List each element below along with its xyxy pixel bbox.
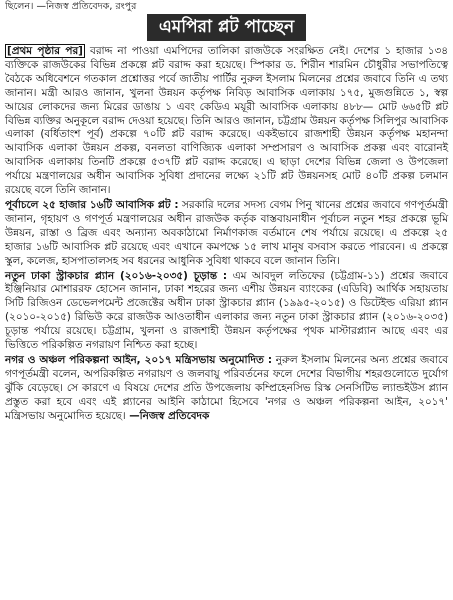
paragraph-text: এম আবদুল লতিফের (চট্টগ্রাম-১১) প্রশ্নের জবাবে ইঞ্জিনিয়ার মোশাররফ হোসেন জানান, ঢাকা শহরের জন্য এশীয় উন্নয়ন ব্যাংকের (এডিবি) আর্থিক সহায়তায় সিটি রিজিওন ডেভেলপমেন্ট প্রজেক্টের অধীন ঢাকা স্ট্রাকচার প্ল্যান (১৯৯৫-২০১৫) ও ডিটেইল্ড এরিয়া প্ল্যান (২০১০-২০১৫) রিভিউ করে রাজউক আওতাধীন এলাকার জন্য নতুন ঢাকা স্ট্রাকচার প্ল্যান (২০১৬-২০৩৫) চূড়ান্ত পর্যায়ে রয়েছে। চট্টগ্রাম, খুলনা ও রাজশাহী উন্নয়ন কর্তৃপক্ষের পৃথক মাস্টারপ্ল্যান আছে এবং এর ভিত্তিতে পরিকল্পিত নগরায়ণ নিশ্চিত করা হচ্ছে। [5,269,448,352]
paragraph-text: সরকারি দলের সদস্য বেগম পিনু খানের প্রশ্নের জবাবে গণপূর্তমন্ত্রী জানান, গৃহায়ণ ও গণপূর্ত মন্ত্রণালয়ের অধীন রাজউক কর্তৃক বাস্তবায়নাধীন পূর্বাচল নতুন শহর প্রকল্পে ভূমি উন্নয়ন, রাস্তা ও ব্রিজ এবং অন্যান্য অবকাঠামো নির্মাণকাজ বর্তমানে শেষ পর্যায়ে রয়েছে। এ প্রকল্পে ২৫ হাজার ১৬টি আবাসিক প্লট রয়েছে এবং এখানে কমপক্ষে ১৫ লাখ মানুষ বসবাস করতে পারবেন। এ প্রকল্পে স্কুল, কলেজ, হাসপাতালসহ সব ধরনের আধুনিক সুবিধা থাকবে বলে জানান তিনি। [5,198,449,267]
subheading: নগর ও অঞ্চল পরিকল্পনা আইন, ২০১৭ মন্ত্রিসভায় অনুমোদিত : [5,353,272,366]
article-paragraph [5,270,448,353]
byline: —নিজস্ব প্রতিবেদক [125,409,210,422]
paragraph-text: বরাদ্দ না পাওয়া এমপিদের তালিকা রাজউকে সংরক্ষিত নেই। দেশের ১ হাজার ১৩৪ ব্যক্তিকে রাজউকের বিভিন্ন প্রকল্পে প্লট বরাদ্দ করা হয়েছে। স্পিকার ড. শিরীন শারমিন চৌধুরীর সভাপতিত্বে বৈঠকে অধিবেশনে গতকাল প্রশ্নোত্তর পর্বে জাতীয় পার্টির নুরুল ইসলাম মিলনের প্রশ্নের জবাবে তিনি এ তথ্য জানান। মন্ত্রী আরও জানান, খুলনা উন্নয়ন কর্তৃপক্ষ নিবিড় আবাসিক এলাকায় ১৭৫, মুজগুন্নিতে ১, স্বল্প আয়ের লোকদের জন্য মিরের ডাঙায় ১ এবং কেডিএ ময়ূরী আবাসিক এলাকায় ৪৮৮— মোট ৬৬৫টি প্লট বিভিন্ন ব্যক্তির অনুকূলে বরাদ্দ দেওয়া হয়েছে। তিনি আরও জানান, চট্টগ্রাম উন্নয়ন কর্তৃপক্ষ সিলিপুর আবাসিক এলাকা (বর্ধিতাংশ পূর্ব) প্রকল্পে ৭০টি প্লট বরাদ্দ করেছে। একইভাবে রাজশাহী উন্নয়ন কর্তৃপক্ষ মহানন্দা আবাসিক এলাকা উন্নয়ন প্রকল্প, বনলতা বাণিজ্যিক এলাকা সম্প্রসারণ ও আবাসিক প্রকল্প এবং বারোনই আবাসিক এলাকায় তিনটি প্রকল্পে ৫৩৭টি প্লট বরাদ্দ করেছে। এ ছাড়া দেশের বিভিন্ন জেলা ও উপজেলা পর্যায়ে মন্ত্রণালয়ের অধীন আবাসিক সুবিধা প্রদানের লক্ষ্যে ২১টি প্লট উন্নয়নসহ মোট ৪০টি প্রকল্প চলমান রয়েছে বলে তিনি জানান। [5,45,448,197]
headline-box [5,14,448,43]
continuation-tag: [প্রথম পৃষ্ঠার পর] [7,45,83,57]
headline: এমপিরা প্লট পাচ্ছেন [147,14,306,41]
paragraph-text: নুরুল ইসলাম মিলনের অন্য প্রশ্নের জবাবে গণপূর্তমন্ত্রী বলেন, অপরিকল্পিত নগরায়ণ ও জলবায়ু পরিবর্তনের ফলে দেশের বিভাগীয় শহরগুলোতে দুর্যোগ ঝুঁকি বেড়েছে। সে কারণে এ বিষয়ে দেশের প্রতি উপজেলায় কম্প্রিহেনসিভ রিস্ক সেনসিটিভ ল্যান্ডইউস প্ল্যান প্রস্তুত করা হবে এবং এই প্ল্যানের আইনি কাঠামো হিসেবে 'নগর ও অঞ্চল পরিকল্পনা আইন, ২০১৭' মন্ত্রিসভায় অনুমোদিত হয়েছে। [5,353,448,422]
previous-article-tail: ছিলেন। —নিজস্ব প্রতিবেদক, রংপুর [5,1,137,12]
article-paragraph [5,45,448,198]
article-paragraph [5,199,448,269]
subheading: নতুন ঢাকা স্ট্রাকচার প্ল্যান (২০১৬-২০৩৫) চূড়ান্ত : [5,269,228,282]
subheading: পূর্বাচলে ২৫ হাজার ১৬টি আবাসিক প্লট : [5,198,179,211]
article-paragraph [5,354,448,424]
